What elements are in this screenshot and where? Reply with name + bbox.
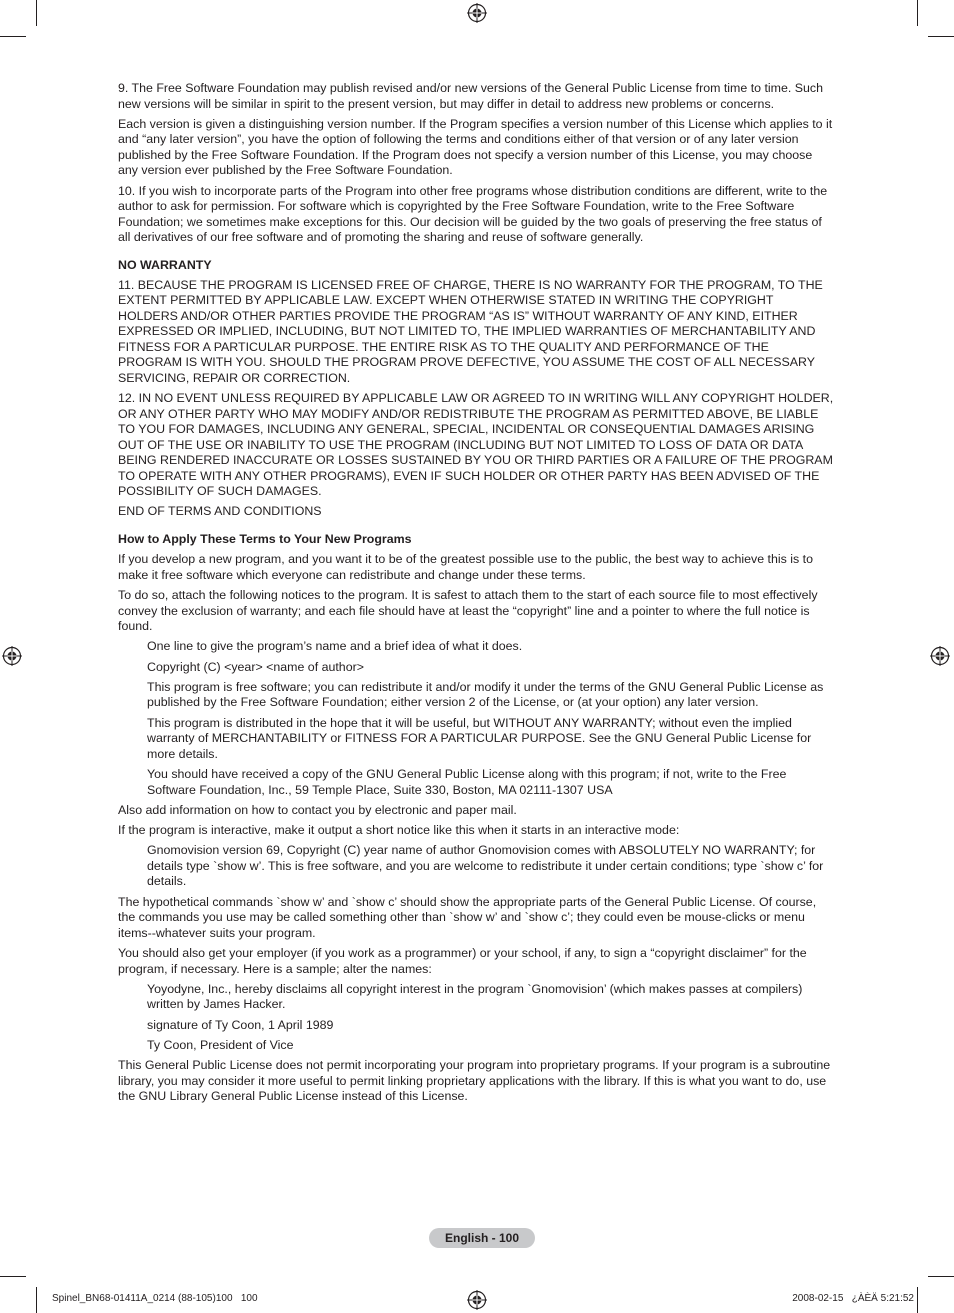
footer-file-info: Spinel_BN68-01411A_0214 (88-105)100 100 [52, 1293, 258, 1304]
paragraph: To do so, attach the following notices to the program. It is safest to attach them to the start of each source file to most effectively convey the exclusion of warranty; and each file should have at least the “copyright” line and a pointer to where the full notice is found. [118, 588, 818, 634]
paragraph: 11. BECAUSE THE PROGRAM IS LICENSED FREE OF CHARGE, THERE IS NO WARRANTY FOR THE PROGRAM, TO THE EXTENT PERMITTED BY APPLICABLE LAW. EXCEPT WHEN OTHERWISE STATED IN WRITING THE COPYRIGHT HOLDERS AND/OR OTHER PARTIES PROVIDE THE PROGRAM “AS IS” WITHOUT WARRANTY OF ANY KIND, EITHER EXPRESSED OR IMPLIED, INCLUDING, BUT NOT LIMITED TO, THE IMPLIED WARRANTIES OF MERCHANTABILITY AND FITNESS FOR A PARTICULAR PURPOSE. THE ENTIRE RISK AS TO THE QUALITY AND PERFORMANCE OF THE PROGRAM IS WITH YOU. SHOULD THE PROGRAM PROVE DEFECTIVE, YOU ASSUME THE COST OF ALL NECESSARY SERVICING, REPAIR OR CORRECTION. [118, 277, 823, 385]
indented-paragraph: Gnomovision version 69, Copyright (C) year name of author Gnomovision comes with ABSOLUTELY NO WARRANTY; for details type `show w’. This is free software, and you are welcome to redistribute it under certain conditions; type `show c’ for details. [147, 843, 824, 889]
crop-mark-bottom-right-horizontal [928, 1276, 954, 1277]
crop-mark-top-right-horizontal [928, 36, 954, 37]
registration-mark-icon [467, 3, 487, 23]
crop-mark-bottom-left-horizontal [0, 1276, 26, 1277]
paragraph: You should also get your employer (if you work as a programmer) or your school, if any, to sign a “copyright disclaimer” for the program, if necessary. Here is a sample; alter the names: [118, 946, 807, 976]
registration-mark-icon [930, 646, 950, 666]
crop-mark-bottom-left-vertical [36, 1287, 37, 1313]
paragraph: The hypothetical commands `show w’ and `show c’ should show the appropriate parts of the General Public License. Of course, the commands you use may be called something other than `show w’ and `show c’; they could even be mouse-clicks or menu items--whatever suits your program. [118, 894, 817, 940]
indented-paragraph: Ty Coon, President of Vice [147, 1037, 294, 1052]
section-heading: How to Apply These Terms to Your New Programs [118, 531, 412, 546]
crop-mark-top-right-vertical [917, 0, 918, 26]
paragraph: Each version is given a distinguishing version number. If the Program specifies a version number of this License which applies to it and “any later version”, you have the option of following the terms and conditions either of that version or of any later version published by the Free Software Foundation. If the Program does not specify a version number of this License, you may choose any version ever published by the Free Software Foundation. [118, 116, 833, 178]
indented-paragraph: Copyright (C) <year> <name of author> [147, 659, 364, 674]
document-body [118, 81, 834, 1110]
paragraph: This General Public License does not permit incorporating your program into proprietary programs. If your program is a subroutine library, you may consider it more useful to permit linking proprietary applications with the library. If this is what you want to do, use the GNU Library General Public License instead of this License. [118, 1058, 831, 1104]
registration-mark-icon [2, 646, 22, 666]
paragraph: END OF TERMS AND CONDITIONS [118, 504, 322, 519]
paragraph: 12. IN NO EVENT UNLESS REQUIRED BY APPLICABLE LAW OR AGREED TO IN WRITING WILL ANY COPYRIGHT HOLDER, OR ANY OTHER PARTY WHO MAY MODIFY AND/OR REDISTRIBUTE THE PROGRAM AS PERMITTED ABOVE, BE LIABLE TO YOU FOR DAMAGES, INCLUDING ANY GENERAL, SPECIAL, INCIDENTAL OR CONSEQUENTIAL DAMAGES ARISING OUT OF THE USE OR INABILITY TO USE THE PROGRAM (INCLUDING BUT NOT LIMITED TO LOSS OF DATA OR DATA BEING RENDERED INACCURATE OR LOSSES SUSTAINED BY YOU OR THIRD PARTIES OR A FAILURE OF THE PROGRAM TO OPERATE WITH ANY OTHER PROGRAMS), EVEN IF SUCH HOLDER OR OTHER PARTY HAS BEEN ADVISED OF THE POSSIBILITY OF SUCH DAMAGES. [118, 391, 834, 499]
page-number-badge: English - 100 [429, 1228, 535, 1248]
registration-mark-icon [467, 1290, 487, 1310]
footer-timestamp: 2008-02-15 ¿ÀÈÄ 5:21:52 [792, 1293, 914, 1304]
section-heading: NO WARRANTY [118, 257, 212, 272]
paragraph: If the program is interactive, make it output a short notice like this when it starts in an interactive mode: [118, 823, 680, 838]
crop-mark-top-left-vertical [36, 0, 37, 26]
paragraph: 9. The Free Software Foundation may publish revised and/or new versions of the General Public License from time to time. Such new versions will be similar in spirit to the present version, but may differ in detail to address new problems or concerns. [118, 81, 824, 111]
crop-mark-bottom-right-vertical [917, 1287, 918, 1313]
paragraph: Also add information on how to contact you by electronic and paper mail. [118, 802, 517, 817]
indented-paragraph: Yoyodyne, Inc., hereby disclaims all copyright interest in the program `Gnomovision’ (which makes passes at compilers) written by James Hacker. [147, 981, 803, 1012]
crop-mark-top-left-horizontal [0, 36, 26, 37]
paragraph: If you develop a new program, and you want it to be of the greatest possible use to the public, the best way to achieve this is to make it free software which everyone can redistribute and change under these terms. [118, 552, 813, 582]
paragraph: 10. If you wish to incorporate parts of the Program into other free programs whose distribution conditions are different, write to the author to ask for permission. For software which is copyrighted by the Free Software Foundation, write to the Free Software Foundation; we sometimes make exceptions for this. Our decision will be guided by the two goals of preserving the free status of all derivatives of our free software and of promoting the sharing and reuse of software generally. [118, 183, 828, 245]
indented-paragraph: You should have received a copy of the GNU General Public License along with this program; if not, write to the Free Software Foundation, Inc., 59 Temple Place, Suite 330, Boston, MA 02111-1307 USA [147, 767, 787, 797]
indented-paragraph: This program is distributed in the hope that it will be useful, but WITHOUT ANY WARRANTY; without even the implied warranty of MERCHANTABILITY or FITNESS FOR A PARTICULAR PURPOSE. See the GNU General Public License for more details. [147, 715, 812, 761]
indented-paragraph: This program is free software; you can redistribute it and/or modify it under the terms of the GNU General Public License as published by the Free Software Foundation; either version 2 of the License, or (at your option) any later version. [147, 679, 824, 710]
indented-paragraph: One line to give the program’s name and a brief idea of what it does. [147, 639, 523, 654]
indented-paragraph: signature of Ty Coon, 1 April 1989 [147, 1017, 334, 1032]
